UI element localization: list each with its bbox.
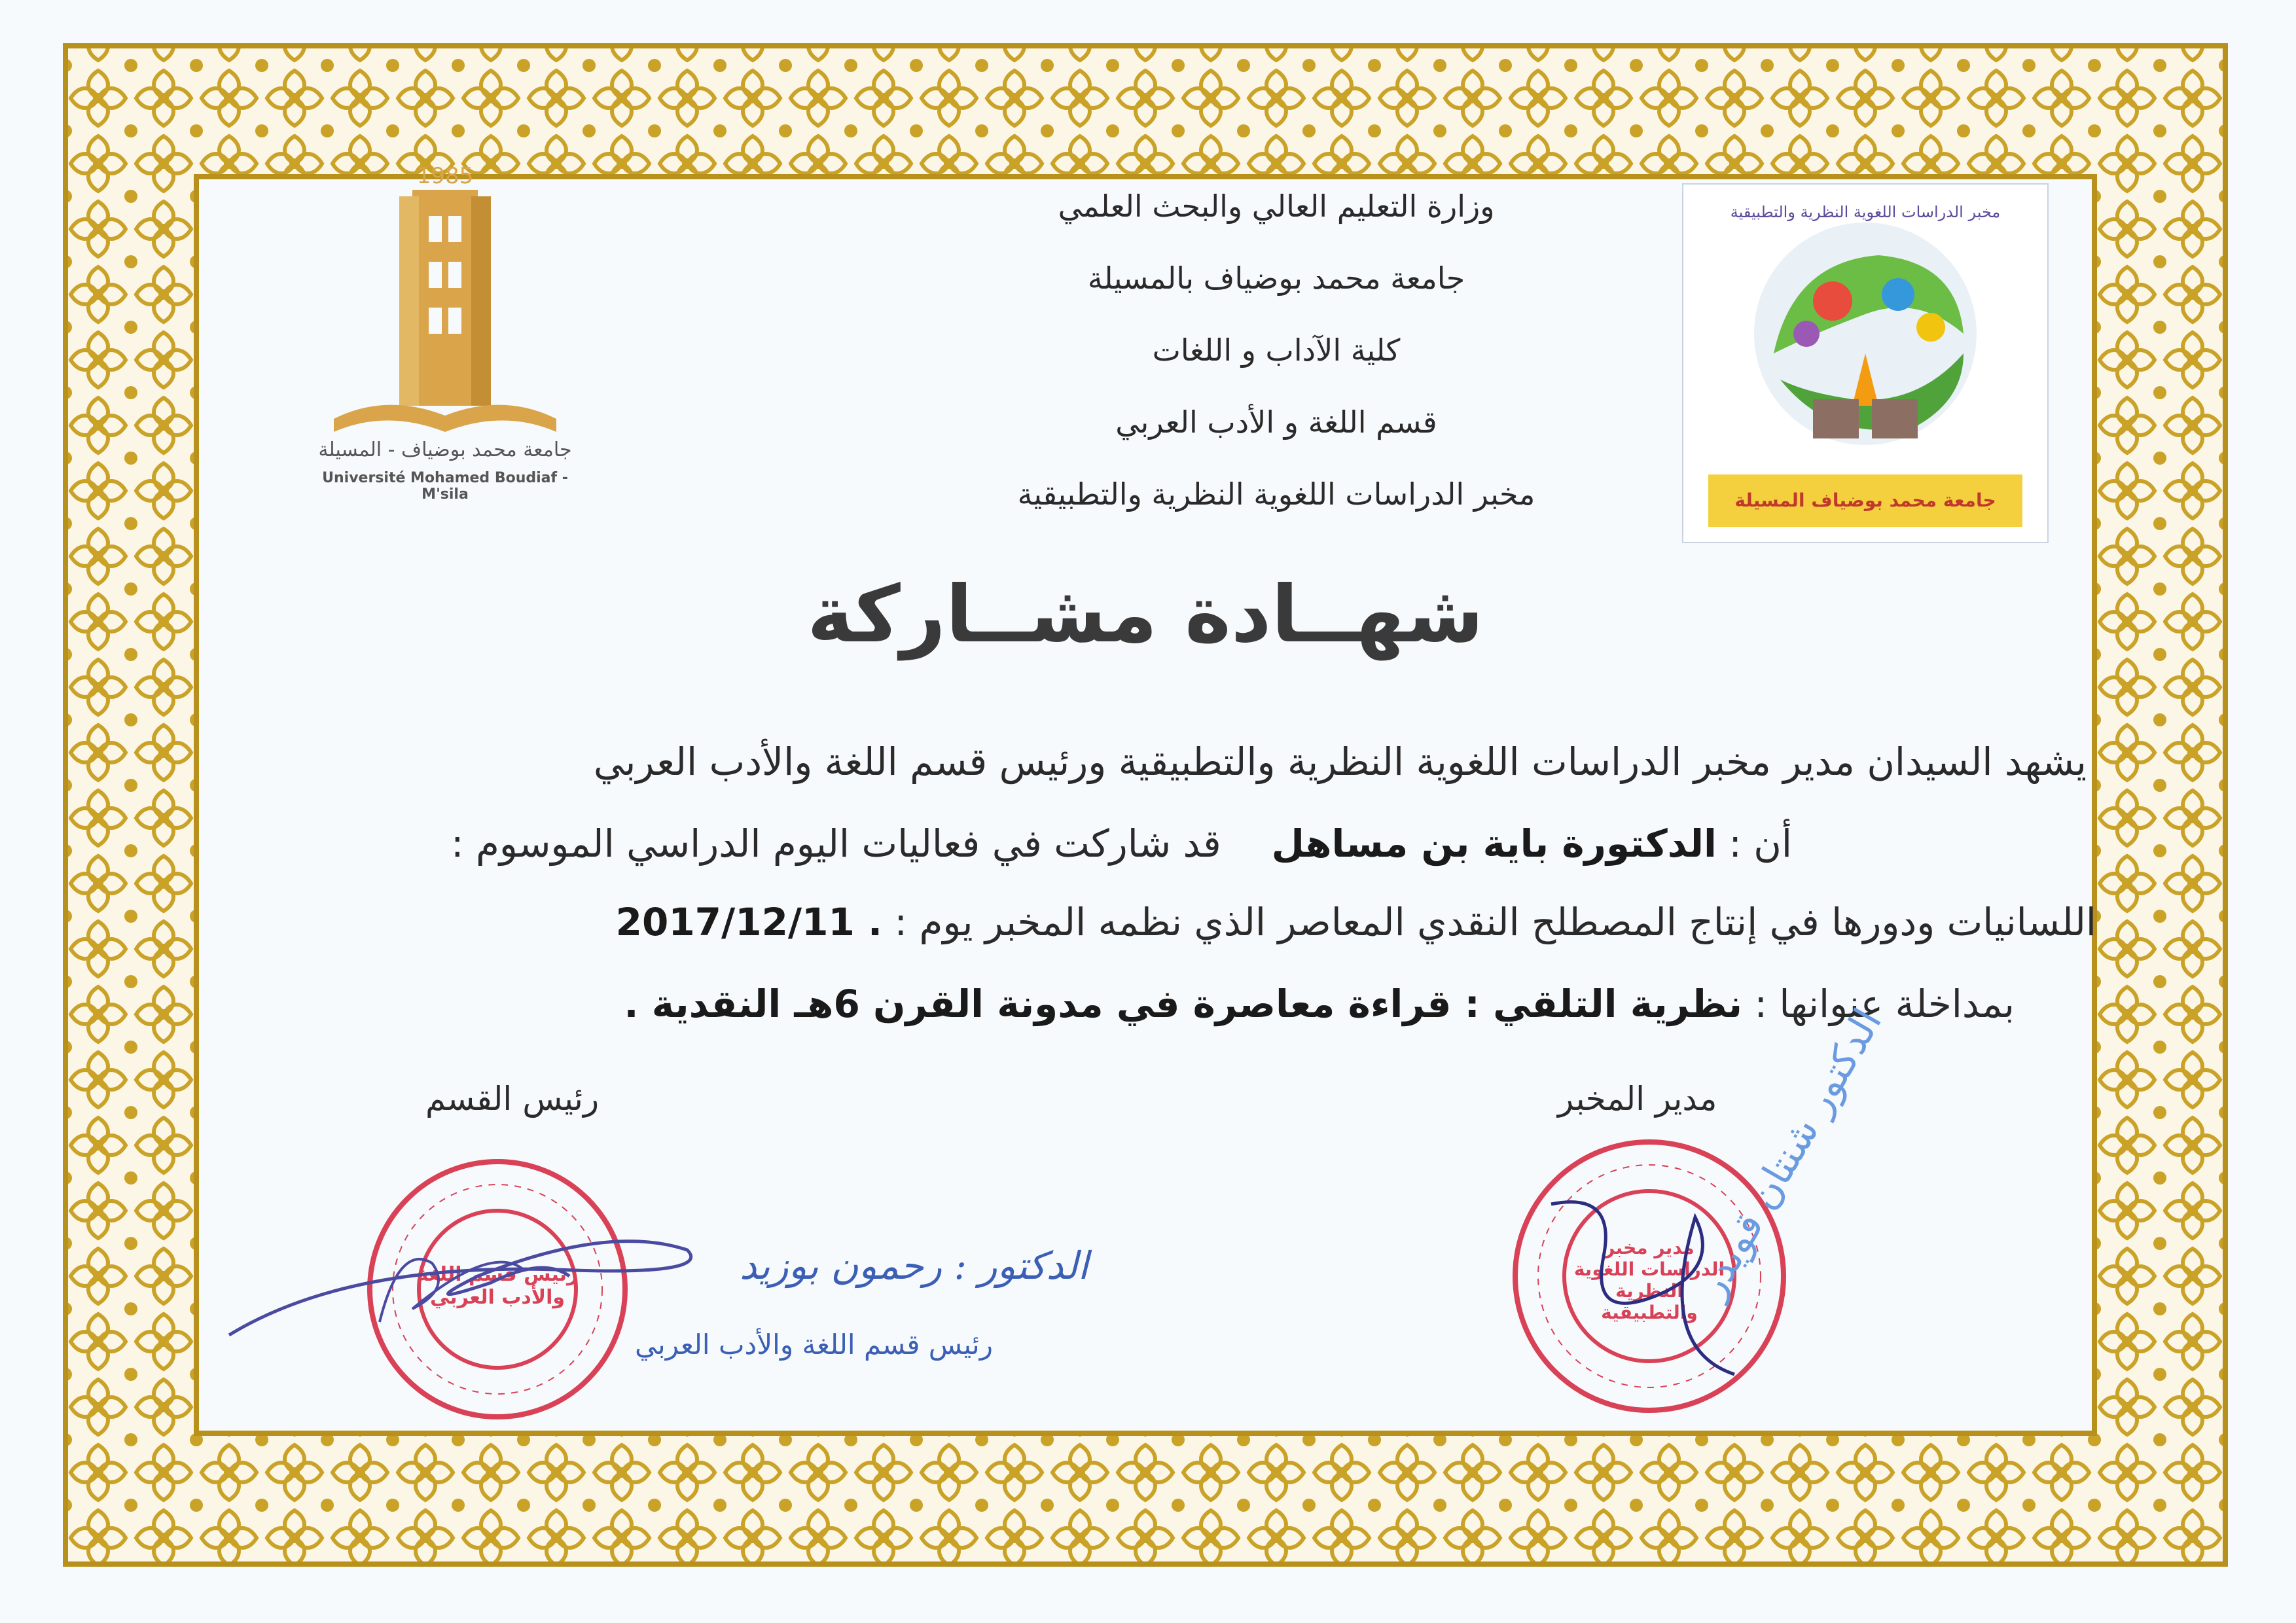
laboratory-stamp-inner-text: مدير مخبر الدراسات اللغوية النظرية والتطبيقية [1573,1237,1725,1323]
head-role: رئيس قسم اللغة والأدب العربي [635,1329,993,1361]
institution-header [851,170,1702,530]
participant-name: الدكتورة باية بن مساهل [1271,821,1717,866]
event-date: 2017/12/11 . [615,900,883,944]
head-of-department-title: رئيس القسم [425,1080,600,1118]
line3-text: اللسانيات ودورها في إنتاج المصطلح النقدي المعاصر الذي نظمه المخبر يوم : [894,900,2096,944]
lab-logo-bottom-text: جامعة محمد بوضياف المسيلة [1734,490,1996,511]
university-logo [308,157,583,503]
lab-logo [1682,183,2049,543]
logo-year: 1985 [416,163,474,189]
line2-prefix: أن : [1729,821,1792,866]
lab-logo-top-text: مخبر الدراسات اللغوية النظرية والتطبيقية [1730,203,2001,221]
lab-director-title: مدير المخبر [1558,1080,1717,1118]
director-name: الدكتور شنتان قويدر [1689,1001,1892,1306]
line2-suffix: قد شاركت في فعاليات اليوم الدراسي الموسوم : [450,821,1221,866]
certificate-line-3 [616,900,2096,944]
logo-name-fr: Université Mohamed Boudiaf - M'sila [322,470,568,503]
head-name: الدكتور : رحمون بوزيد [740,1243,1088,1288]
department-stamp-inner-text: رئيس قسم اللغة والأدب العربي [416,1263,579,1309]
certificate-content [196,163,2100,1453]
line4-prefix: بمداخلة عنوانها : [1754,982,2015,1026]
certificate-line-2 [451,821,1792,866]
presentation-title: نظرية التلقي : قراءة معاصرة في مدونة القرن 6هـ النقدية . [624,982,1743,1026]
certificate-title: شهــادة مشــاركة [807,569,1484,660]
faculty-line: كلية الآداب و اللغات [1152,332,1401,368]
laboratory-line: مخبر الدراسات اللغوية النظرية والتطبيقية [1017,476,1535,512]
logo-name-ar: جامعة محمد بوضياف - المسيلة [318,438,572,461]
certificate-line-1: يشهد السيدان مدير مخبر الدراسات اللغوية النظرية والتطبيقية ورئيس قسم اللغة والأدب العربي [593,740,2087,784]
certificate-line-4 [624,982,2015,1026]
university-tower-icon [308,157,583,458]
university-line: جامعة محمد بوضياف بالمسيلة [1087,260,1465,296]
ministry-line: وزارة التعليم العالي والبحث العلمي [1058,188,1495,224]
department-line: قسم اللغة و الأدب العربي [1115,404,1437,440]
